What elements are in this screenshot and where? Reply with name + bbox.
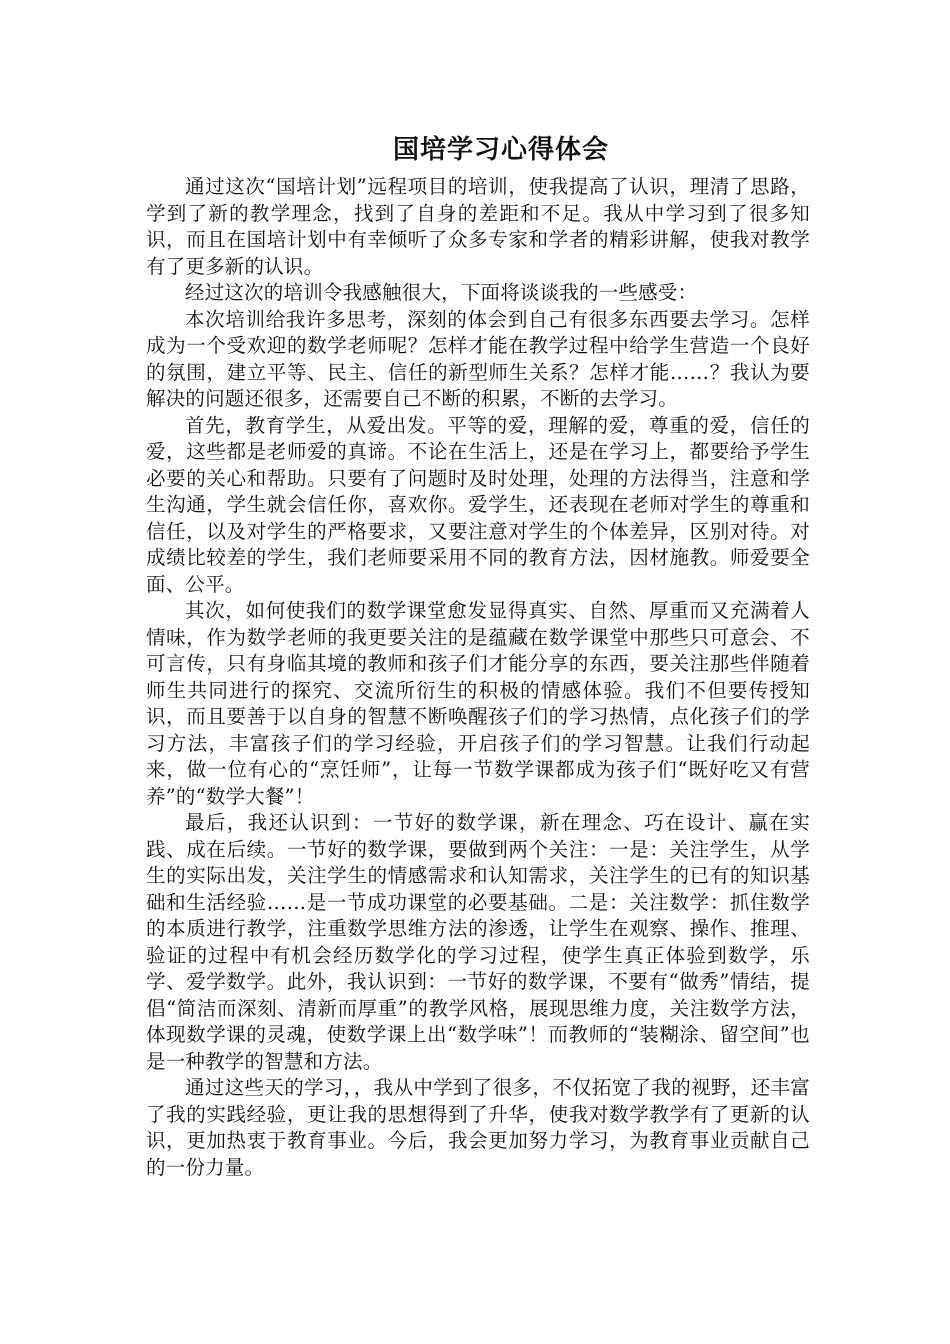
paragraph-third-point: 最后，我还认识到：一节好的数学课，新在理念、巧在设计、赢在实践、成在后续。一节好的数学课，要做到两个关注：一是：关注学生，从学生的实际出发，关注学生的情感需求和认知需求，关注学生的已有的知识基础和生活经验……是一节成功课堂的必要基础。二是：关注数学：抓住数学的本质进行教学，注重数学思维方法的渗透，让学生在观察、操作、推理、验证的过程中有机会经历数学化的学习过程，使学生真正体验到数学，乐学、爱学数学。此外，我认识到：一节好的数学课，不要有“做秀”情结，提倡“简洁而深刻、清新而厚重”的教学风格，展现思维力度，关注数学方法，体现数学课的灵魂，使数学课上出“数学味”！而教师的“装糊涂、留空间”也是一种教学的智慧和方法。 [146,811,810,1073]
paragraph-first-point: 首先，教育学生，从爱出发。平等的爱，理解的爱，尊重的爱，信任的爱，这些都是老师爱的真谛。不论在生活上，还是在学习上，都要给予学生必要的关心和帮助。只要有了问题时及时处理，处理的方法得当，注意和学生沟通，学生就会信任你，喜欢你。爱学生，还表现在老师对学生的尊重和信任，以及对学生的严格要求，又要注意对学生的个体差异，区别对待。对成绩比较差的学生，我们老师要采用不同的教育方法，因材施教。师爱要全面、公平。 [146,413,810,596]
document-body [146,174,810,1181]
paragraph-second-point: 其次，如何使我们的数学课堂愈发显得真实、自然、厚重而又充满着人情味，作为数学老师的我更要关注的是蕴藏在数学课堂中那些只可意会、不可言传，只有身临其境的教师和孩子们才能分享的东西，要关注那些伴随着师生共同进行的探究、交流所衍生的积极的情感体验。我们不但要传授知识，而且要善于以自身的智慧不断唤醒孩子们的学习热情，点化孩子们的学习方法，丰富孩子们的学习经验，开启孩子们的学习智慧。让我们行动起来，做一位有心的“烹饪师”，让每一节数学课都成为孩子们“既好吃又有营养”的“数学大餐”！ [146,599,810,808]
paragraph-intro: 通过这次“国培计划”远程项目的培训，使我提高了认识，理清了思路，学到了新的教学理念，找到了自身的差距和不足。我从中学习到了很多知识，而且在国培计划中有幸倾听了众多专家和学者的精彩讲解，使我对教学有了更多新的认识。 [146,175,810,278]
paragraph-transition: 经过这次的培训令我感触很大，下面将谈谈我的一些感受： [185,281,698,304]
paragraph-reflection: 本次培训给我许多思考，深刻的体会到自己有很多东西要去学习。怎样成为一个受欢迎的数学老师呢？怎样才能在教学过程中给学生营造一个良好的氛围，建立平等、民主、信任的新型师生关系？怎样才能……？我认为要解决的问题还很多，还需要自己不断的积累，不断的去学习。 [146,307,810,410]
paragraph-conclusion: 通过这些天的学习，，我从中学到了很多，不仅拓宽了我的视野，还丰富了我的实践经验，更让我的思想得到了升华，使我对数学教学有了更新的认识，更加热衷于教育事业。今后，我会更加努力学习，为教育事业贡献自己的一份力量。 [146,1076,810,1179]
page-title: 国培学习心得体会 [392,135,609,165]
